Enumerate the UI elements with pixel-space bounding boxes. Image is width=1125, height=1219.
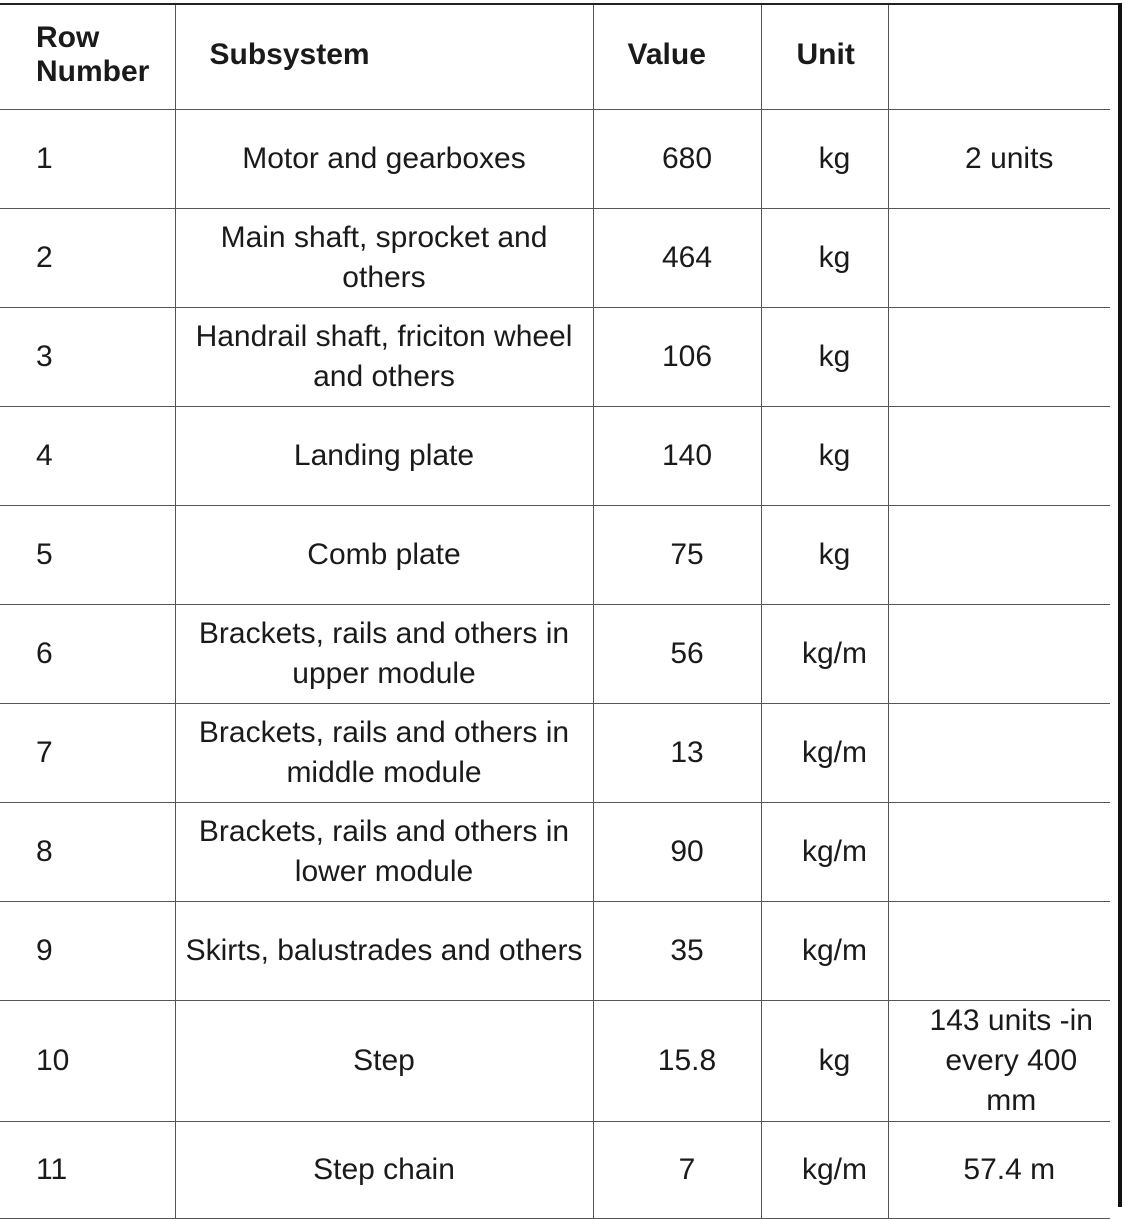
cell-subsystem: Step [175, 1001, 593, 1122]
cell-unit: kg/m [761, 803, 888, 902]
header-unit: Unit [761, 5, 888, 110]
cell-row-number: 1 [0, 110, 175, 209]
table-header-row [0, 5, 1110, 110]
cell-note [888, 506, 1110, 605]
cell-value: 13 [593, 704, 761, 803]
cell-unit: kg/m [761, 1122, 888, 1219]
cell-value: 35 [593, 902, 761, 1001]
cell-row-number: 6 [0, 605, 175, 704]
cell-row-number: 8 [0, 803, 175, 902]
cell-note [888, 605, 1110, 704]
cell-note [888, 209, 1110, 308]
cell-subsystem: Landing plate [175, 407, 593, 506]
cell-unit: kg [761, 308, 888, 407]
table-row [0, 1001, 1110, 1122]
cell-note [888, 308, 1110, 407]
table-row [0, 407, 1110, 506]
cell-unit: kg [761, 1001, 888, 1122]
cell-value: 90 [593, 803, 761, 902]
header-note [888, 5, 1110, 110]
cell-unit: kg/m [761, 605, 888, 704]
cell-subsystem: Brackets, rails and others in upper module [175, 605, 593, 704]
cell-row-number: 4 [0, 407, 175, 506]
table-row [0, 1122, 1110, 1219]
cell-unit: kg [761, 506, 888, 605]
table-row [0, 308, 1110, 407]
cell-note: 57.4 m [888, 1122, 1110, 1219]
cell-note: 2 units [888, 110, 1110, 209]
cell-unit: kg [761, 407, 888, 506]
cell-note [888, 803, 1110, 902]
header-subsystem: Subsystem [175, 5, 593, 110]
cell-unit: kg/m [761, 902, 888, 1001]
table-right-border [1118, 3, 1122, 1207]
cell-note [888, 902, 1110, 1001]
cell-subsystem: Brackets, rails and others in lower module [175, 803, 593, 902]
cell-unit: kg [761, 110, 888, 209]
cell-note: 143 units -in every 400 mm [888, 1001, 1110, 1122]
cell-value: 680 [593, 110, 761, 209]
cell-subsystem: Main shaft, sprocket and others [175, 209, 593, 308]
cell-row-number: 5 [0, 506, 175, 605]
cell-row-number: 9 [0, 902, 175, 1001]
cell-subsystem: Skirts, balustrades and others [175, 902, 593, 1001]
cell-value: 75 [593, 506, 761, 605]
cell-note [888, 704, 1110, 803]
cell-subsystem: Brackets, rails and others in middle module [175, 704, 593, 803]
subsystem-weight-table [0, 5, 1110, 1219]
header-row-number: Row Number [0, 5, 175, 110]
cell-value: 56 [593, 605, 761, 704]
cell-row-number: 11 [0, 1122, 175, 1219]
cell-row-number: 10 [0, 1001, 175, 1122]
cell-subsystem: Comb plate [175, 506, 593, 605]
cell-unit: kg [761, 209, 888, 308]
cell-subsystem: Step chain [175, 1122, 593, 1219]
cell-subsystem: Motor and gearboxes [175, 110, 593, 209]
cell-value: 15.8 [593, 1001, 761, 1122]
cell-row-number: 2 [0, 209, 175, 308]
cell-row-number: 7 [0, 704, 175, 803]
cell-row-number: 3 [0, 308, 175, 407]
cell-note [888, 407, 1110, 506]
header-value: Value [593, 5, 761, 110]
table-row [0, 110, 1110, 209]
table-row [0, 803, 1110, 902]
cell-subsystem: Handrail shaft, friciton wheel and others [175, 308, 593, 407]
cell-value: 106 [593, 308, 761, 407]
cell-unit: kg/m [761, 704, 888, 803]
table-row [0, 506, 1110, 605]
table-row [0, 209, 1110, 308]
cell-value: 464 [593, 209, 761, 308]
cell-value: 140 [593, 407, 761, 506]
table-row [0, 605, 1110, 704]
table-row [0, 704, 1110, 803]
table-row [0, 902, 1110, 1001]
cell-value: 7 [593, 1122, 761, 1219]
